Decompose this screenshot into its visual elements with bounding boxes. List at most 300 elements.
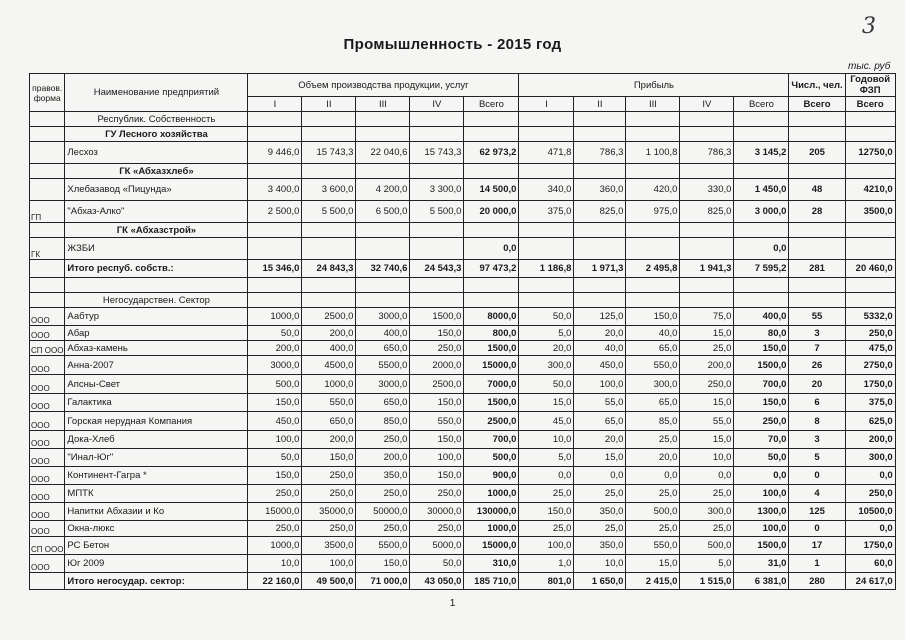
legal-form-cell: ООО (30, 503, 65, 521)
section-row (30, 293, 896, 308)
volume-quarter-cell: 250,0 (356, 431, 410, 449)
volume-quarter-cell: 50000,0 (356, 503, 410, 521)
profit-quarter-cell: 825,0 (680, 201, 734, 223)
staff-count-cell: 0 (789, 521, 845, 537)
annual-payroll-cell: 1750,0 (845, 375, 895, 394)
header-q4: IV (680, 97, 734, 112)
profit-quarter-cell: 15,0 (519, 394, 574, 412)
profit-quarter-cell: 125,0 (574, 308, 626, 326)
annual-payroll-cell: 300,0 (845, 449, 895, 467)
staff-count-cell: 4 (789, 485, 845, 503)
profit-quarter-cell: 50,0 (519, 375, 574, 394)
volume-total-cell: 0,0 (464, 238, 519, 260)
volume-quarter-cell: 850,0 (356, 412, 410, 431)
volume-quarter-cell: 49 500,0 (302, 573, 356, 590)
volume-quarter-cell: 50,0 (248, 326, 302, 341)
section-label: ГК «Абхазстрой» (65, 223, 248, 238)
annual-payroll-cell: 60,0 (845, 555, 895, 573)
volume-quarter-cell (356, 238, 410, 260)
volume-quarter-cell (302, 238, 356, 260)
profit-quarter-cell: 2 415,0 (626, 573, 680, 590)
profit-quarter-cell: 85,0 (626, 412, 680, 431)
profit-quarter-cell: 350,0 (574, 537, 626, 555)
volume-quarter-cell: 250,0 (248, 485, 302, 503)
section-row (30, 164, 896, 179)
annual-payroll-cell: 20 460,0 (845, 260, 895, 278)
profit-quarter-cell: 825,0 (574, 201, 626, 223)
volume-quarter-cell: 150,0 (410, 467, 464, 485)
volume-quarter-cell: 3000,0 (356, 375, 410, 394)
profit-total-cell: 3 000,0 (734, 201, 789, 223)
volume-quarter-cell: 150,0 (302, 449, 356, 467)
staff-count-cell: 55 (789, 308, 845, 326)
annual-payroll-cell: 24 617,0 (845, 573, 895, 590)
profit-quarter-cell: 5,0 (519, 449, 574, 467)
enterprise-name-cell: Хлебазавод «Пицунда» (65, 179, 248, 201)
volume-quarter-cell: 32 740,6 (356, 260, 410, 278)
volume-quarter-cell: 50,0 (248, 449, 302, 467)
profit-quarter-cell: 150,0 (626, 308, 680, 326)
profit-total-cell: 0,0 (734, 467, 789, 485)
table-row (30, 467, 896, 485)
legal-form-cell: ООО (30, 431, 65, 449)
legal-form-cell (30, 142, 65, 164)
volume-quarter-cell: 3 600,0 (302, 179, 356, 201)
volume-quarter-cell: 400,0 (356, 326, 410, 341)
enterprise-name-cell: Итого негосудар. сектор: (65, 573, 248, 590)
legal-form-cell: ООО (30, 467, 65, 485)
profit-total-cell: 150,0 (734, 341, 789, 356)
volume-total-cell: 2500,0 (464, 412, 519, 431)
enterprise-name-cell: Абар (65, 326, 248, 341)
legal-form-cell (30, 260, 65, 278)
legal-form-cell: ООО (30, 555, 65, 573)
annual-payroll-cell: 5332,0 (845, 308, 895, 326)
section-row (30, 112, 896, 127)
header-row-1 (30, 74, 896, 97)
profit-quarter-cell: 40,0 (574, 341, 626, 356)
volume-quarter-cell: 650,0 (356, 394, 410, 412)
volume-quarter-cell: 2 500,0 (248, 201, 302, 223)
header-name: Наименование предприятий (65, 74, 248, 112)
profit-quarter-cell: 65,0 (626, 341, 680, 356)
table-row (30, 142, 896, 164)
volume-quarter-cell: 550,0 (302, 394, 356, 412)
staff-count-cell: 0 (789, 467, 845, 485)
volume-quarter-cell: 150,0 (410, 431, 464, 449)
annual-payroll-cell: 0,0 (845, 467, 895, 485)
profit-quarter-cell: 471,8 (519, 142, 574, 164)
profit-quarter-cell: 25,0 (574, 521, 626, 537)
profit-quarter-cell: 15,0 (626, 555, 680, 573)
header-profit: Прибыль (519, 74, 789, 97)
legal-form-cell: ООО (30, 485, 65, 503)
volume-quarter-cell: 24 843,3 (302, 260, 356, 278)
section-label: Негосударствен. Сектор (65, 293, 248, 308)
volume-quarter-cell: 150,0 (410, 326, 464, 341)
profit-quarter-cell: 975,0 (626, 201, 680, 223)
profit-quarter-cell: 1 100,8 (626, 142, 680, 164)
handwritten-page-mark: 3 (862, 14, 876, 39)
legal-form-cell: ООО (30, 521, 65, 537)
volume-quarter-cell: 250,0 (302, 521, 356, 537)
table-row (30, 555, 896, 573)
volume-quarter-cell: 250,0 (248, 521, 302, 537)
volume-quarter-cell: 250,0 (356, 485, 410, 503)
legal-form-cell (30, 573, 65, 590)
profit-quarter-cell: 45,0 (519, 412, 574, 431)
table-row (30, 521, 896, 537)
industry-table (29, 73, 896, 590)
profit-quarter-cell: 330,0 (680, 179, 734, 201)
enterprise-name-cell: Юг 2009 (65, 555, 248, 573)
header-q4: IV (410, 97, 464, 112)
volume-quarter-cell: 24 543,3 (410, 260, 464, 278)
section-label: ГУ Лесного хозяйства (65, 127, 248, 142)
volume-quarter-cell: 250,0 (410, 341, 464, 356)
profit-quarter-cell: 340,0 (519, 179, 574, 201)
profit-quarter-cell: 786,3 (680, 142, 734, 164)
profit-quarter-cell: 25,0 (626, 521, 680, 537)
table-row (30, 394, 896, 412)
legal-form-cell: ГК (30, 238, 65, 260)
profit-quarter-cell: 5,0 (680, 555, 734, 573)
legal-form-cell: ООО (30, 356, 65, 375)
profit-quarter-cell (626, 238, 680, 260)
profit-quarter-cell: 1 650,0 (574, 573, 626, 590)
annual-payroll-cell: 250,0 (845, 485, 895, 503)
profit-total-cell: 400,0 (734, 308, 789, 326)
volume-total-cell: 700,0 (464, 431, 519, 449)
staff-count-cell: 205 (789, 142, 845, 164)
spacer-row (30, 278, 896, 293)
staff-count-cell: 20 (789, 375, 845, 394)
volume-quarter-cell: 200,0 (302, 431, 356, 449)
profit-quarter-cell: 5,0 (519, 326, 574, 341)
page-number: 1 (449, 598, 456, 609)
profit-total-cell: 250,0 (734, 412, 789, 431)
profit-total-cell: 1300,0 (734, 503, 789, 521)
profit-quarter-cell: 1 515,0 (680, 573, 734, 590)
profit-quarter-cell: 25,0 (680, 485, 734, 503)
volume-quarter-cell: 71 000,0 (356, 573, 410, 590)
legal-form-cell (30, 179, 65, 201)
profit-total-cell: 0,0 (734, 238, 789, 260)
table-row (30, 503, 896, 521)
page-title: Промышленность - 2015 год (343, 36, 562, 53)
volume-quarter-cell: 3000,0 (356, 308, 410, 326)
header-q1: I (519, 97, 574, 112)
profit-quarter-cell: 25,0 (519, 521, 574, 537)
enterprise-name-cell: "Инал-Юг" (65, 449, 248, 467)
profit-quarter-cell: 25,0 (574, 485, 626, 503)
annual-payroll-cell: 3500,0 (845, 201, 895, 223)
enterprise-name-cell: Галактика (65, 394, 248, 412)
volume-quarter-cell: 43 050,0 (410, 573, 464, 590)
profit-total-cell: 1 450,0 (734, 179, 789, 201)
volume-quarter-cell: 450,0 (248, 412, 302, 431)
profit-quarter-cell: 10,0 (519, 431, 574, 449)
staff-count-cell: 17 (789, 537, 845, 555)
volume-quarter-cell: 5500,0 (356, 356, 410, 375)
legal-form-cell: ООО (30, 308, 65, 326)
staff-count-cell: 28 (789, 201, 845, 223)
volume-quarter-cell: 3 300,0 (410, 179, 464, 201)
profit-quarter-cell: 1,0 (519, 555, 574, 573)
annual-payroll-cell: 375,0 (845, 394, 895, 412)
volume-quarter-cell (410, 238, 464, 260)
table-row (30, 449, 896, 467)
volume-total-cell: 1500,0 (464, 394, 519, 412)
volume-quarter-cell: 250,0 (302, 485, 356, 503)
table-row (30, 431, 896, 449)
volume-quarter-cell: 500,0 (248, 375, 302, 394)
legal-form-cell: ООО (30, 449, 65, 467)
volume-quarter-cell: 150,0 (410, 394, 464, 412)
legal-form-cell: ООО (30, 326, 65, 341)
profit-quarter-cell: 20,0 (574, 326, 626, 341)
volume-total-cell: 15000,0 (464, 356, 519, 375)
enterprise-name-cell: "Абхаз-Алко" (65, 201, 248, 223)
legal-form-cell: ООО (30, 375, 65, 394)
enterprise-name-cell: ЖЗБИ (65, 238, 248, 260)
enterprise-name-cell: Дока-Хлеб (65, 431, 248, 449)
volume-quarter-cell: 15 743,3 (302, 142, 356, 164)
volume-quarter-cell: 350,0 (356, 467, 410, 485)
profit-quarter-cell: 1 971,3 (574, 260, 626, 278)
profit-quarter-cell: 25,0 (680, 521, 734, 537)
volume-total-cell: 500,0 (464, 449, 519, 467)
header-total: Всего (789, 97, 845, 112)
profit-quarter-cell: 25,0 (519, 485, 574, 503)
enterprise-name-cell: Континент-Гагра * (65, 467, 248, 485)
staff-count-cell: 3 (789, 431, 845, 449)
volume-quarter-cell: 3000,0 (248, 356, 302, 375)
enterprise-name-cell: Лесхоз (65, 142, 248, 164)
table-row (30, 308, 896, 326)
volume-quarter-cell: 1000,0 (248, 308, 302, 326)
volume-total-cell: 1500,0 (464, 341, 519, 356)
profit-quarter-cell: 375,0 (519, 201, 574, 223)
enterprise-name-cell: РС Бетон (65, 537, 248, 555)
volume-quarter-cell: 9 446,0 (248, 142, 302, 164)
volume-quarter-cell: 200,0 (302, 326, 356, 341)
profit-quarter-cell: 15,0 (680, 394, 734, 412)
enterprise-name-cell: МПТК (65, 485, 248, 503)
volume-quarter-cell: 4500,0 (302, 356, 356, 375)
table-row (30, 326, 896, 341)
volume-quarter-cell: 5 500,0 (302, 201, 356, 223)
volume-quarter-cell: 100,0 (248, 431, 302, 449)
staff-count-cell: 8 (789, 412, 845, 431)
profit-quarter-cell (519, 238, 574, 260)
annual-payroll-cell: 250,0 (845, 326, 895, 341)
annual-payroll-cell: 4210,0 (845, 179, 895, 201)
profit-quarter-cell: 300,0 (680, 503, 734, 521)
table-row (30, 412, 896, 431)
table-row (30, 201, 896, 223)
profit-quarter-cell: 65,0 (574, 412, 626, 431)
volume-quarter-cell: 250,0 (410, 485, 464, 503)
enterprise-name-cell: Окна-люкс (65, 521, 248, 537)
total-row (30, 573, 896, 590)
volume-total-cell: 8000,0 (464, 308, 519, 326)
annual-payroll-cell: 200,0 (845, 431, 895, 449)
staff-count-cell: 26 (789, 356, 845, 375)
staff-count-cell: 6 (789, 394, 845, 412)
volume-total-cell: 800,0 (464, 326, 519, 341)
annual-payroll-cell (845, 238, 895, 260)
volume-total-cell: 130000,0 (464, 503, 519, 521)
staff-count-cell: 1 (789, 555, 845, 573)
total-row (30, 260, 896, 278)
volume-quarter-cell: 30000,0 (410, 503, 464, 521)
legal-form-cell: ГП (30, 201, 65, 223)
header-q1: I (248, 97, 302, 112)
table-row (30, 485, 896, 503)
profit-quarter-cell: 200,0 (680, 356, 734, 375)
header-form: правов. форма (30, 74, 65, 112)
header-q3: III (626, 97, 680, 112)
profit-quarter-cell: 300,0 (626, 375, 680, 394)
header-total: Всего (464, 97, 519, 112)
volume-total-cell: 1000,0 (464, 485, 519, 503)
volume-quarter-cell: 15 346,0 (248, 260, 302, 278)
profit-quarter-cell: 20,0 (519, 341, 574, 356)
volume-quarter-cell: 50,0 (410, 555, 464, 573)
volume-total-cell: 185 710,0 (464, 573, 519, 590)
profit-quarter-cell: 550,0 (626, 537, 680, 555)
volume-quarter-cell: 22 160,0 (248, 573, 302, 590)
table-row (30, 179, 896, 201)
volume-quarter-cell: 22 040,6 (356, 142, 410, 164)
volume-quarter-cell: 5000,0 (410, 537, 464, 555)
profit-quarter-cell: 450,0 (574, 356, 626, 375)
annual-payroll-cell: 0,0 (845, 521, 895, 537)
volume-total-cell: 20 000,0 (464, 201, 519, 223)
profit-quarter-cell: 300,0 (519, 356, 574, 375)
profit-quarter-cell: 10,0 (574, 555, 626, 573)
profit-quarter-cell: 50,0 (519, 308, 574, 326)
profit-quarter-cell: 0,0 (574, 467, 626, 485)
header-q2: II (574, 97, 626, 112)
profit-total-cell: 1500,0 (734, 356, 789, 375)
volume-quarter-cell: 150,0 (356, 555, 410, 573)
profit-total-cell: 100,0 (734, 485, 789, 503)
enterprise-name-cell: Напитки Абхазии и Ко (65, 503, 248, 521)
volume-total-cell: 62 973,2 (464, 142, 519, 164)
profit-quarter-cell: 55,0 (680, 412, 734, 431)
profit-quarter-cell: 0,0 (680, 467, 734, 485)
volume-quarter-cell: 5 500,0 (410, 201, 464, 223)
header-fzp: Годовой ФЗП (845, 74, 895, 97)
enterprise-name-cell: Итого респуб. собств.: (65, 260, 248, 278)
legal-form-cell: СП ООО (30, 537, 65, 555)
annual-payroll-cell: 625,0 (845, 412, 895, 431)
volume-total-cell: 15000,0 (464, 537, 519, 555)
profit-quarter-cell: 360,0 (574, 179, 626, 201)
table-row (30, 375, 896, 394)
volume-quarter-cell: 1000,0 (302, 375, 356, 394)
profit-total-cell: 70,0 (734, 431, 789, 449)
volume-quarter-cell: 35000,0 (302, 503, 356, 521)
profit-quarter-cell: 15,0 (680, 326, 734, 341)
unit-label: тыс. руб (848, 61, 891, 72)
volume-quarter-cell: 150,0 (248, 394, 302, 412)
profit-quarter-cell: 250,0 (680, 375, 734, 394)
staff-count-cell: 281 (789, 260, 845, 278)
profit-quarter-cell: 20,0 (574, 431, 626, 449)
volume-quarter-cell: 250,0 (410, 521, 464, 537)
header-total: Всего (734, 97, 789, 112)
header-volume: Объем производства продукции, услуг (248, 74, 519, 97)
volume-total-cell: 7000,0 (464, 375, 519, 394)
volume-quarter-cell: 250,0 (356, 521, 410, 537)
staff-count-cell: 280 (789, 573, 845, 590)
annual-payroll-cell: 475,0 (845, 341, 895, 356)
volume-quarter-cell: 2500,0 (302, 308, 356, 326)
enterprise-name-cell: Апсны-Свет (65, 375, 248, 394)
volume-quarter-cell: 200,0 (248, 341, 302, 356)
staff-count-cell: 48 (789, 179, 845, 201)
volume-quarter-cell: 100,0 (410, 449, 464, 467)
profit-quarter-cell: 100,0 (519, 537, 574, 555)
profit-quarter-cell: 550,0 (626, 356, 680, 375)
volume-quarter-cell: 6 500,0 (356, 201, 410, 223)
staff-count-cell: 7 (789, 341, 845, 356)
volume-quarter-cell: 650,0 (356, 341, 410, 356)
volume-quarter-cell (248, 238, 302, 260)
profit-quarter-cell: 801,0 (519, 573, 574, 590)
header-q2: II (302, 97, 356, 112)
profit-quarter-cell: 2 495,8 (626, 260, 680, 278)
volume-total-cell: 310,0 (464, 555, 519, 573)
profit-quarter-cell: 65,0 (626, 394, 680, 412)
profit-total-cell: 3 145,2 (734, 142, 789, 164)
profit-total-cell: 1500,0 (734, 537, 789, 555)
staff-count-cell: 3 (789, 326, 845, 341)
section-row (30, 127, 896, 142)
profit-quarter-cell: 500,0 (626, 503, 680, 521)
volume-quarter-cell: 2500,0 (410, 375, 464, 394)
legal-form-cell: СП ООО (30, 341, 65, 356)
volume-quarter-cell: 400,0 (302, 341, 356, 356)
annual-payroll-cell: 2750,0 (845, 356, 895, 375)
volume-total-cell: 900,0 (464, 467, 519, 485)
header-q3: III (356, 97, 410, 112)
table-row (30, 537, 896, 555)
profit-quarter-cell: 100,0 (574, 375, 626, 394)
enterprise-name-cell: Аабтур (65, 308, 248, 326)
annual-payroll-cell: 12750,0 (845, 142, 895, 164)
profit-quarter-cell: 25,0 (626, 431, 680, 449)
enterprise-name-cell: Горская нерудная Компания (65, 412, 248, 431)
profit-quarter-cell: 150,0 (519, 503, 574, 521)
volume-quarter-cell: 3 400,0 (248, 179, 302, 201)
volume-quarter-cell: 15 743,3 (410, 142, 464, 164)
volume-quarter-cell: 4 200,0 (356, 179, 410, 201)
profit-quarter-cell (680, 238, 734, 260)
profit-quarter-cell: 1 941,3 (680, 260, 734, 278)
header-total: Всего (845, 97, 895, 112)
section-label: Республик. Собственность (65, 112, 248, 127)
volume-quarter-cell: 250,0 (302, 467, 356, 485)
profit-total-cell: 50,0 (734, 449, 789, 467)
volume-quarter-cell: 550,0 (410, 412, 464, 431)
volume-quarter-cell: 200,0 (356, 449, 410, 467)
volume-total-cell: 14 500,0 (464, 179, 519, 201)
volume-quarter-cell: 15000,0 (248, 503, 302, 521)
